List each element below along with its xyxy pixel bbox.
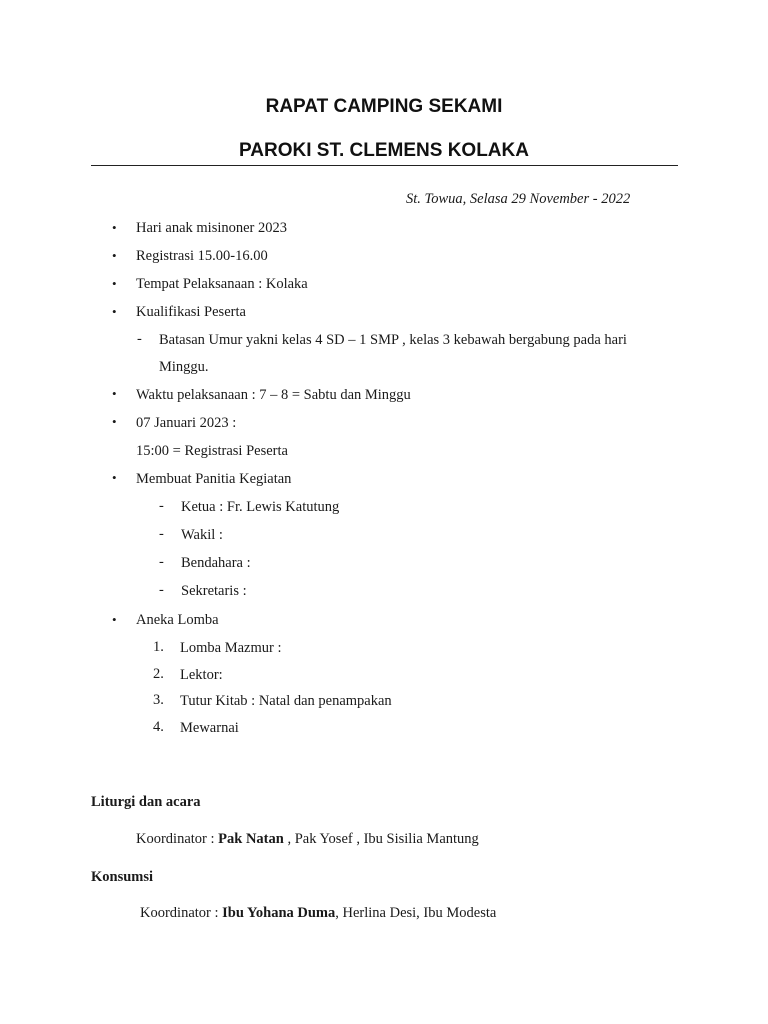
bullet-icon: • — [112, 386, 117, 401]
list-item: Registrasi 15.00-16.00 — [136, 248, 268, 264]
list-number: 1. — [153, 639, 164, 655]
coordinator-lead-name: Pak Natan — [218, 831, 284, 847]
section-heading-konsumsi: Konsumsi — [91, 869, 154, 885]
list-number: 3. — [153, 692, 164, 708]
bullet-icon: • — [112, 612, 117, 627]
bullet-icon: • — [112, 248, 117, 263]
list-item: Membuat Panitia Kegiatan — [136, 471, 292, 487]
dash-marker: - — [159, 582, 164, 598]
competition-item: Mewarnai — [180, 720, 239, 736]
committee-item: Sekretaris : — [181, 583, 247, 599]
list-number: 4. — [153, 719, 164, 735]
list-item-continuation: 15:00 = Registrasi Peserta — [136, 443, 288, 459]
dateline: St. Towua, Selasa 29 November - 2022 — [406, 191, 631, 207]
list-item: Kualifikasi Peserta — [136, 304, 246, 320]
competition-item: Tutur Kitab : Natal dan penampakan — [180, 693, 392, 709]
committee-item: Ketua : Fr. Lewis Katutung — [181, 499, 340, 515]
coordinator-label: Koordinator : — [136, 831, 219, 847]
bullet-icon: • — [112, 276, 117, 291]
list-item: Tempat Pelaksanaan : Kolaka — [136, 276, 308, 292]
competition-item: Lomba Mazmur : — [180, 640, 282, 656]
dash-marker: - — [159, 554, 164, 570]
bullet-icon: • — [112, 414, 117, 429]
section-heading-liturgi: Liturgi dan acara — [91, 794, 201, 810]
dash-marker: - — [137, 331, 142, 347]
list-number: 2. — [153, 666, 164, 682]
coordinator-others: , Pak Yosef , Ibu Sisilia Mantung — [283, 831, 479, 847]
coordinator-lead-name: Ibu Yohana Duma — [222, 905, 336, 921]
bullet-icon: • — [112, 220, 117, 235]
dash-marker: - — [159, 498, 164, 514]
committee-item: Wakil : — [181, 527, 223, 543]
konsumsi-coordinator — [140, 905, 496, 922]
coordinator-others: , Herlina Desi, Ibu Modesta — [335, 905, 497, 921]
bullet-icon: • — [112, 304, 117, 319]
title-divider — [91, 165, 678, 166]
committee-item: Bendahara : — [181, 555, 251, 571]
list-item: Aneka Lomba — [136, 612, 219, 628]
sub-item-continuation: Minggu. — [159, 359, 209, 375]
document-title: RAPAT CAMPING SEKAMI — [265, 96, 503, 117]
coordinator-label: Koordinator : — [140, 905, 223, 921]
list-item: Hari anak misinoner 2023 — [136, 220, 288, 236]
dash-marker: - — [159, 526, 164, 542]
list-item: Waktu pelaksanaan : 7 – 8 = Sabtu dan Minggu — [136, 387, 411, 403]
liturgi-coordinator — [136, 831, 479, 848]
sub-item: Batasan Umur yakni kelas 4 SD – 1 SMP , kelas 3 kebawah bergabung pada hari — [159, 332, 627, 348]
list-item: 07 Januari 2023 : — [136, 415, 237, 431]
bullet-icon: • — [112, 470, 117, 485]
competition-item: Lektor: — [180, 667, 223, 683]
document-subtitle: PAROKI ST. CLEMENS KOLAKA — [239, 140, 529, 161]
